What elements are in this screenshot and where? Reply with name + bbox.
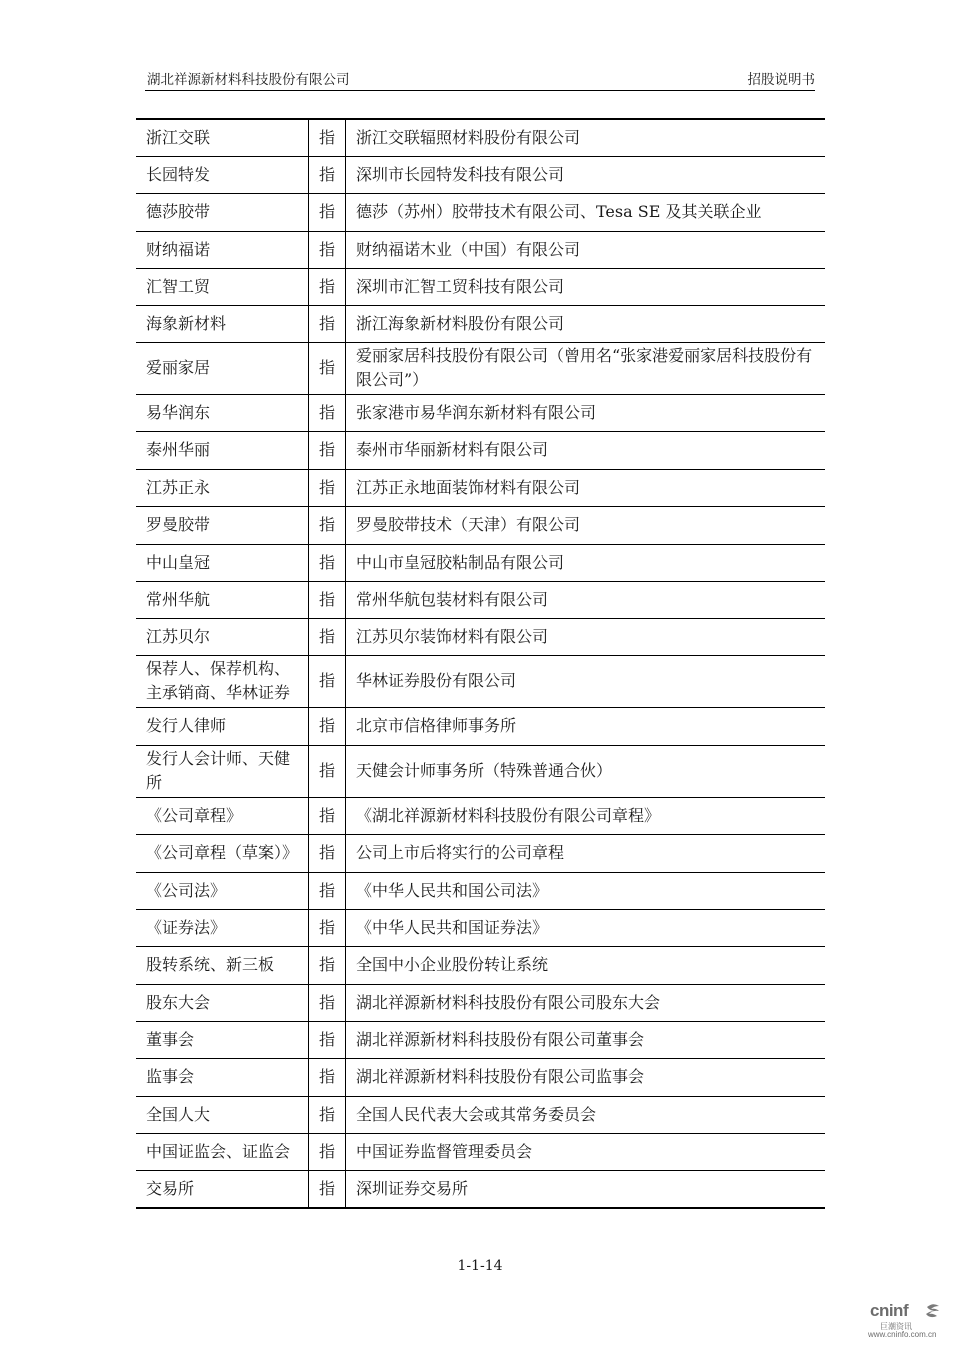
refers-to-cell: 指 xyxy=(309,618,346,655)
definition-cell: 财纳福诺木业（中国）有限公司 xyxy=(346,231,826,268)
refers-to-cell: 指 xyxy=(309,193,346,231)
cninfo-logo xyxy=(866,1301,946,1341)
term-cell: 易华润东 xyxy=(136,394,309,431)
term-cell: 《公司法》 xyxy=(136,872,309,909)
term-cell: 全国人大 xyxy=(136,1096,309,1133)
refers-to-cell: 指 xyxy=(309,655,346,707)
table-row xyxy=(136,581,825,618)
logo-swirl-icon xyxy=(924,1302,942,1320)
table-row xyxy=(136,156,825,193)
refers-to-cell: 指 xyxy=(309,707,346,745)
term-cell: 中山皇冠 xyxy=(136,544,309,581)
definition-cell: 江苏贝尔装饰材料有限公司 xyxy=(346,618,826,655)
refers-to-cell: 指 xyxy=(309,834,346,872)
page-header xyxy=(145,66,815,91)
logo-url: www.cninfo.com.cn xyxy=(868,1330,937,1339)
table-row xyxy=(136,797,825,834)
table-row xyxy=(136,872,825,909)
term-cell: 《公司章程》 xyxy=(136,797,309,834)
definition-cell: 《湖北祥源新材料科技股份有限公司章程》 xyxy=(346,797,826,834)
table-row xyxy=(136,1021,825,1058)
definition-cell: 深圳证券交易所 xyxy=(346,1170,826,1208)
page-number: 1-1-14 xyxy=(457,1258,503,1274)
refers-to-cell: 指 xyxy=(309,745,346,797)
term-cell: 泰州华丽 xyxy=(136,431,309,469)
term-cell: 发行人律师 xyxy=(136,707,309,745)
term-cell: 常州华航 xyxy=(136,581,309,618)
term-cell: 浙江交联 xyxy=(136,119,309,156)
table-row xyxy=(136,909,825,946)
definition-cell: 常州华航包装材料有限公司 xyxy=(346,581,826,618)
definition-cell: 张家港市易华润东新材料有限公司 xyxy=(346,394,826,431)
term-cell: 汇智工贸 xyxy=(136,268,309,305)
table-row xyxy=(136,984,825,1021)
definition-cell: 深圳市汇智工贸科技有限公司 xyxy=(346,268,826,305)
table-row xyxy=(136,119,825,156)
refers-to-cell: 指 xyxy=(309,1133,346,1170)
table-row xyxy=(136,268,825,305)
table-row xyxy=(136,231,825,268)
table-row xyxy=(136,193,825,231)
definition-cell: 湖北祥源新材料科技股份有限公司监事会 xyxy=(346,1058,826,1096)
refers-to-cell: 指 xyxy=(309,1021,346,1058)
table-row xyxy=(136,834,825,872)
definition-cell: 天健会计师事务所（特殊普通合伙） xyxy=(346,745,826,797)
refers-to-cell: 指 xyxy=(309,909,346,946)
term-cell: 《证券法》 xyxy=(136,909,309,946)
refers-to-cell: 指 xyxy=(309,394,346,431)
table-row xyxy=(136,305,825,342)
refers-to-cell: 指 xyxy=(309,1058,346,1096)
table-row xyxy=(136,707,825,745)
term-cell: 江苏正永 xyxy=(136,469,309,506)
term-cell: 海象新材料 xyxy=(136,305,309,342)
definition-cell: 湖北祥源新材料科技股份有限公司董事会 xyxy=(346,1021,826,1058)
definitions-table xyxy=(136,118,825,1209)
definition-cell: 中国证券监督管理委员会 xyxy=(346,1133,826,1170)
definition-cell: 浙江海象新材料股份有限公司 xyxy=(346,305,826,342)
refers-to-cell: 指 xyxy=(309,984,346,1021)
definition-cell: 深圳市长园特发科技有限公司 xyxy=(346,156,826,193)
definition-cell: 浙江交联辐照材料股份有限公司 xyxy=(346,119,826,156)
definition-cell: 全国中小企业股份转让系统 xyxy=(346,946,826,984)
definition-cell: 北京市信格律师事务所 xyxy=(346,707,826,745)
definition-cell: 全国人民代表大会或其常务委员会 xyxy=(346,1096,826,1133)
company-name: 湖北祥源新材料科技股份有限公司 xyxy=(147,72,350,88)
table-row xyxy=(136,618,825,655)
definition-cell: 泰州市华丽新材料有限公司 xyxy=(346,431,826,469)
table-row xyxy=(136,544,825,581)
refers-to-cell: 指 xyxy=(309,431,346,469)
table-row xyxy=(136,1058,825,1096)
definition-cell: 华林证券股份有限公司 xyxy=(346,655,826,707)
table-row xyxy=(136,946,825,984)
table-row xyxy=(136,394,825,431)
logo-brand: cninf xyxy=(870,1301,909,1320)
term-cell: 罗曼胶带 xyxy=(136,506,309,544)
definition-cell: 爱丽家居科技股份有限公司（曾用名“张家港爱丽家居科技股份有限公司”） xyxy=(346,342,826,394)
term-cell: 爱丽家居 xyxy=(136,342,309,394)
refers-to-cell: 指 xyxy=(309,469,346,506)
table-row xyxy=(136,745,825,797)
table-row xyxy=(136,1096,825,1133)
definition-cell: 《中华人民共和国公司法》 xyxy=(346,872,826,909)
table-row xyxy=(136,1133,825,1170)
refers-to-cell: 指 xyxy=(309,946,346,984)
refers-to-cell: 指 xyxy=(309,305,346,342)
refers-to-cell: 指 xyxy=(309,268,346,305)
definition-cell: 湖北祥源新材料科技股份有限公司股东大会 xyxy=(346,984,826,1021)
logo-subtitle: 巨潮资讯 xyxy=(880,1322,912,1331)
definition-cell: 《中华人民共和国证券法》 xyxy=(346,909,826,946)
term-cell: 江苏贝尔 xyxy=(136,618,309,655)
term-cell: 发行人会计师、天健所 xyxy=(136,745,309,797)
term-cell: 股转系统、新三板 xyxy=(136,946,309,984)
refers-to-cell: 指 xyxy=(309,231,346,268)
table-row xyxy=(136,506,825,544)
refers-to-cell: 指 xyxy=(309,797,346,834)
term-cell: 财纳福诺 xyxy=(136,231,309,268)
table-row xyxy=(136,1170,825,1208)
table-row xyxy=(136,342,825,394)
term-cell: 交易所 xyxy=(136,1170,309,1208)
refers-to-cell: 指 xyxy=(309,544,346,581)
refers-to-cell: 指 xyxy=(309,1170,346,1208)
term-cell: 德莎胶带 xyxy=(136,193,309,231)
definition-cell: 中山市皇冠胶粘制品有限公司 xyxy=(346,544,826,581)
refers-to-cell: 指 xyxy=(309,872,346,909)
refers-to-cell: 指 xyxy=(309,156,346,193)
definition-cell: 公司上市后将实行的公司章程 xyxy=(346,834,826,872)
term-cell: 保荐人、保荐机构、主承销商、华林证券 xyxy=(136,655,309,707)
refers-to-cell: 指 xyxy=(309,342,346,394)
refers-to-cell: 指 xyxy=(309,119,346,156)
term-cell: 监事会 xyxy=(136,1058,309,1096)
refers-to-cell: 指 xyxy=(309,1096,346,1133)
document-type: 招股说明书 xyxy=(747,72,815,88)
definition-cell: 德莎（苏州）胶带技术有限公司、Tesa SE 及其关联企业 xyxy=(346,193,826,231)
table-row xyxy=(136,655,825,707)
table-row xyxy=(136,469,825,506)
term-cell: 股东大会 xyxy=(136,984,309,1021)
refers-to-cell: 指 xyxy=(309,581,346,618)
table-row xyxy=(136,431,825,469)
term-cell: 中国证监会、证监会 xyxy=(136,1133,309,1170)
definition-cell: 罗曼胶带技术（天津）有限公司 xyxy=(346,506,826,544)
term-cell: 《公司章程（草案）》 xyxy=(136,834,309,872)
term-cell: 董事会 xyxy=(136,1021,309,1058)
term-cell: 长园特发 xyxy=(136,156,309,193)
refers-to-cell: 指 xyxy=(309,506,346,544)
definition-cell: 江苏正永地面装饰材料有限公司 xyxy=(346,469,826,506)
